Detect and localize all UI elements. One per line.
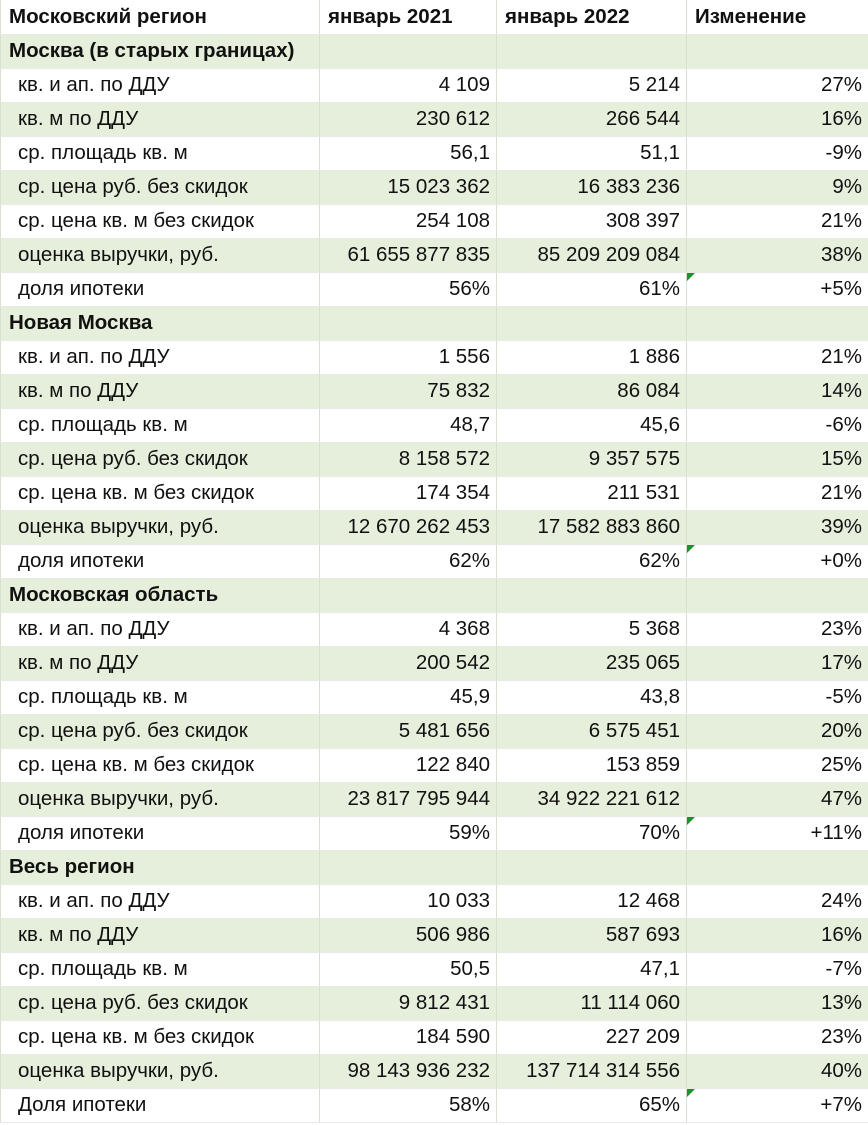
table-row [1,544,868,578]
value-2022-cell[interactable]: 45,6 [497,408,687,442]
change-cell[interactable]: 13% [687,986,868,1020]
value-2021-cell[interactable]: 4 368 [320,612,497,646]
value-2022-cell[interactable]: 153 859 [497,748,687,782]
table-row [1,510,868,544]
value-2022-cell[interactable]: 308 397 [497,204,687,238]
value-2021-cell[interactable]: 4 109 [320,68,497,102]
value-2022-cell[interactable]: 137 714 314 556 [497,1054,687,1088]
section-row [1,850,868,884]
value-2022-cell[interactable]: 85 209 209 084 [497,238,687,272]
change-cell[interactable]: 27% [687,68,868,102]
table-row [1,1088,868,1122]
value-2021-cell[interactable]: 184 590 [320,1020,497,1054]
value-2021-cell[interactable]: 50,5 [320,952,497,986]
metric-label-cell[interactable]: ср. цена кв. м без скидок [1,748,320,782]
table-row [1,1054,868,1088]
table-row [1,204,868,238]
value-2021-cell[interactable]: 56% [320,272,497,306]
value-2021-cell[interactable]: 174 354 [320,476,497,510]
table-row [1,646,868,680]
value-2021-cell[interactable]: 58% [320,1088,497,1122]
metric-label-cell[interactable]: кв. и ап. по ДДУ [1,68,320,102]
section-row [1,578,868,612]
change-cell[interactable]: 24% [687,884,868,918]
value-2022-cell[interactable]: 235 065 [497,646,687,680]
value-2022-cell[interactable]: 17 582 883 860 [497,510,687,544]
error-indicator-icon [687,1089,695,1097]
value-2021-cell[interactable]: 200 542 [320,646,497,680]
value-2021-cell[interactable]: 15 023 362 [320,170,497,204]
value-2022-cell[interactable]: 12 468 [497,884,687,918]
header-cell-change[interactable]: Изменение [687,0,868,34]
change-cell[interactable]: 21% [687,204,868,238]
section-title[interactable]: Московская область [1,578,320,612]
value-2021-cell[interactable]: 506 986 [320,918,497,952]
change-cell[interactable]: 21% [687,476,868,510]
table-row [1,136,868,170]
error-indicator-icon [687,817,695,825]
value-2022-cell[interactable]: 86 084 [497,374,687,408]
empty-cell[interactable] [320,578,497,612]
metric-label-cell[interactable]: ср. цена кв. м без скидок [1,476,320,510]
change-cell[interactable]: 47% [687,782,868,816]
value-2022-cell[interactable]: 9 357 575 [497,442,687,476]
value-2021-cell[interactable]: 48,7 [320,408,497,442]
value-2021-cell[interactable]: 45,9 [320,680,497,714]
value-2022-cell[interactable]: 11 114 060 [497,986,687,1020]
metric-label-cell[interactable]: ср. цена кв. м без скидок [1,204,320,238]
change-cell[interactable]: -6% [687,408,868,442]
table-row [1,1020,868,1054]
value-2022-cell[interactable]: 1 886 [497,340,687,374]
value-2022-cell[interactable]: 65% [497,1088,687,1122]
change-cell[interactable]: +11% [687,816,868,850]
value-2022-cell[interactable]: 587 693 [497,918,687,952]
change-cell[interactable]: +5% [687,272,868,306]
metric-label-cell[interactable]: кв. м по ДДУ [1,646,320,680]
section-title[interactable]: Весь регион [1,850,320,884]
change-cell[interactable]: 15% [687,442,868,476]
table-row [1,884,868,918]
change-cell[interactable]: +7% [687,1088,868,1122]
header-row [1,0,868,34]
change-cell[interactable]: 20% [687,714,868,748]
change-cell[interactable]: 17% [687,646,868,680]
table-row [1,272,868,306]
metric-label-cell[interactable]: кв. м по ДДУ [1,102,320,136]
table-row [1,442,868,476]
value-2021-cell[interactable]: 10 033 [320,884,497,918]
table-row [1,476,868,510]
metric-label-cell[interactable]: Доля ипотеки [1,1088,320,1122]
table-row [1,374,868,408]
header-cell-region[interactable]: Московский регион [1,0,320,34]
change-cell[interactable]: -5% [687,680,868,714]
table-row [1,816,868,850]
value-2021-cell[interactable]: 8 158 572 [320,442,497,476]
metric-label-cell[interactable]: оценка выручки, руб. [1,238,320,272]
metric-label-cell[interactable]: кв. и ап. по ДДУ [1,884,320,918]
value-2022-cell[interactable]: 62% [497,544,687,578]
value-2022-cell[interactable]: 6 575 451 [497,714,687,748]
change-cell[interactable]: 14% [687,374,868,408]
value-2021-cell[interactable]: 122 840 [320,748,497,782]
value-2021-cell[interactable]: 62% [320,544,497,578]
change-cell[interactable]: -7% [687,952,868,986]
metric-label-cell[interactable]: кв. и ап. по ДДУ [1,340,320,374]
value-2021-cell[interactable]: 98 143 936 232 [320,1054,497,1088]
value-2022-cell[interactable]: 5 214 [497,68,687,102]
value-2022-cell[interactable]: 47,1 [497,952,687,986]
metric-label-cell[interactable]: доля ипотеки [1,816,320,850]
value-2021-cell[interactable]: 5 481 656 [320,714,497,748]
value-2021-cell[interactable]: 12 670 262 453 [320,510,497,544]
change-cell[interactable]: 23% [687,612,868,646]
value-2021-cell[interactable]: 75 832 [320,374,497,408]
empty-cell[interactable] [320,306,497,340]
error-indicator-icon [687,545,695,553]
metric-label-cell[interactable]: кв. м по ДДУ [1,918,320,952]
metric-label-cell[interactable]: кв. м по ДДУ [1,374,320,408]
table-row [1,408,868,442]
empty-cell[interactable] [687,34,868,68]
metric-label-cell[interactable]: ср. цена руб. без скидок [1,986,320,1020]
table-row [1,748,868,782]
value-2022-cell[interactable]: 43,8 [497,680,687,714]
value-2021-cell[interactable]: 23 817 795 944 [320,782,497,816]
empty-cell[interactable] [320,34,497,68]
section-title[interactable]: Новая Москва [1,306,320,340]
value-2022-cell[interactable]: 70% [497,816,687,850]
error-indicator-icon [687,273,695,281]
metric-label-cell[interactable]: ср. площадь кв. м [1,952,320,986]
metric-label-cell[interactable]: доля ипотеки [1,544,320,578]
table-row [1,340,868,374]
table-row [1,68,868,102]
table-row [1,238,868,272]
value-2021-cell[interactable]: 9 812 431 [320,986,497,1020]
header-cell-jan-2022[interactable]: январь 2022 [497,0,687,34]
value-2021-cell[interactable]: 254 108 [320,204,497,238]
metric-label-cell[interactable]: ср. площадь кв. м [1,136,320,170]
change-cell[interactable]: 16% [687,102,868,136]
change-cell[interactable]: 9% [687,170,868,204]
value-2022-cell[interactable]: 61% [497,272,687,306]
change-cell[interactable]: 16% [687,918,868,952]
value-2022-cell[interactable]: 211 531 [497,476,687,510]
value-2022-cell[interactable]: 34 922 221 612 [497,782,687,816]
metric-label-cell[interactable]: ср. цена руб. без скидок [1,714,320,748]
value-2022-cell[interactable]: 266 544 [497,102,687,136]
table-row [1,782,868,816]
section-title[interactable]: Москва (в старых границах) [1,34,320,68]
value-2022-cell[interactable]: 51,1 [497,136,687,170]
metric-label-cell[interactable]: ср. площадь кв. м [1,408,320,442]
section-row [1,34,868,68]
value-2022-cell[interactable]: 227 209 [497,1020,687,1054]
value-2021-cell[interactable]: 61 655 877 835 [320,238,497,272]
metric-label-cell[interactable]: ср. площадь кв. м [1,680,320,714]
table-row [1,952,868,986]
change-cell[interactable]: 25% [687,748,868,782]
change-cell[interactable]: +0% [687,544,868,578]
table-row [1,714,868,748]
value-2021-cell[interactable]: 56,1 [320,136,497,170]
change-cell[interactable]: -9% [687,136,868,170]
change-cell[interactable]: 23% [687,1020,868,1054]
metric-label-cell[interactable]: оценка выручки, руб. [1,782,320,816]
empty-cell[interactable] [497,306,687,340]
empty-cell[interactable] [320,850,497,884]
table-row [1,918,868,952]
section-row [1,306,868,340]
metric-label-cell[interactable]: ср. цена кв. м без скидок [1,1020,320,1054]
table-row [1,986,868,1020]
metric-label-cell[interactable]: доля ипотеки [1,272,320,306]
value-2022-cell[interactable]: 16 383 236 [497,170,687,204]
table-row [1,102,868,136]
metric-label-cell[interactable]: оценка выручки, руб. [1,1054,320,1088]
empty-cell[interactable] [497,578,687,612]
change-cell[interactable]: 40% [687,1054,868,1088]
empty-cell[interactable] [687,306,868,340]
table-row [1,612,868,646]
value-2022-cell[interactable]: 5 368 [497,612,687,646]
metric-label-cell[interactable]: кв. и ап. по ДДУ [1,612,320,646]
metric-label-cell[interactable]: оценка выручки, руб. [1,510,320,544]
value-2021-cell[interactable]: 59% [320,816,497,850]
header-cell-jan-2021[interactable]: январь 2021 [320,0,497,34]
table-row [1,170,868,204]
empty-cell[interactable] [687,578,868,612]
empty-cell[interactable] [497,34,687,68]
metric-label-cell[interactable]: ср. цена руб. без скидок [1,442,320,476]
change-cell[interactable]: 21% [687,340,868,374]
empty-cell[interactable] [687,850,868,884]
table-row [1,680,868,714]
change-cell[interactable]: 38% [687,238,868,272]
value-2021-cell[interactable]: 230 612 [320,102,497,136]
value-2021-cell[interactable]: 1 556 [320,340,497,374]
metric-label-cell[interactable]: ср. цена руб. без скидок [1,170,320,204]
empty-cell[interactable] [497,850,687,884]
change-cell[interactable]: 39% [687,510,868,544]
